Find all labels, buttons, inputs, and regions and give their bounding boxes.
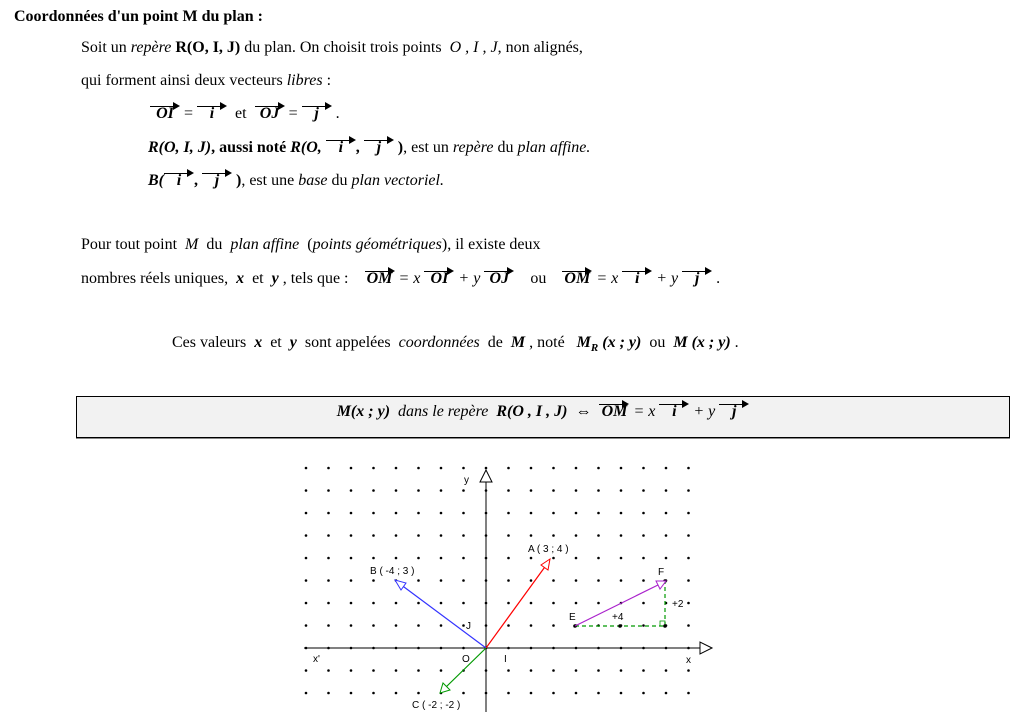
grid-dot bbox=[530, 467, 533, 470]
grid-dot bbox=[575, 669, 578, 672]
grid-dot bbox=[462, 534, 465, 537]
text-bold: B( bbox=[148, 172, 164, 189]
grid-dot bbox=[552, 602, 555, 605]
vector-oi: OI bbox=[150, 105, 180, 123]
text: ) bbox=[236, 172, 242, 189]
grid-dot bbox=[372, 624, 375, 627]
grid-dot bbox=[372, 489, 375, 492]
grid-dot bbox=[687, 624, 690, 627]
grid-dot bbox=[665, 534, 668, 537]
grid-dot bbox=[665, 692, 668, 695]
grid-dot bbox=[417, 534, 420, 537]
grid-dot bbox=[530, 669, 533, 672]
grid-dot bbox=[575, 692, 578, 695]
grid-dot bbox=[395, 467, 398, 470]
grid-dot bbox=[440, 512, 443, 515]
grid-dot bbox=[552, 489, 555, 492]
label-axis-y: y bbox=[464, 475, 469, 486]
vector-j: j bbox=[364, 139, 394, 157]
text: = x bbox=[398, 270, 421, 287]
grid-dot bbox=[305, 512, 308, 515]
grid-dot bbox=[372, 602, 375, 605]
text: + y bbox=[656, 270, 679, 287]
grid-dot bbox=[417, 669, 420, 672]
grid-dot bbox=[417, 489, 420, 492]
vector-oj: OJ bbox=[255, 105, 285, 123]
equals-sign: = bbox=[288, 105, 298, 122]
grid-dot bbox=[462, 624, 465, 627]
point-m: M bbox=[510, 334, 526, 351]
grid-dot bbox=[687, 489, 690, 492]
grid-dot bbox=[530, 557, 533, 560]
label-point-b: B ( -4 ; 3 ) bbox=[370, 566, 415, 577]
page-title: Coordonnées d'un point M du plan : bbox=[14, 8, 263, 25]
grid-dot bbox=[327, 692, 330, 695]
var-y: y bbox=[289, 334, 297, 351]
grid-dot bbox=[597, 512, 600, 515]
grid-dot bbox=[642, 669, 645, 672]
label-point-a: A ( 3 ; 4 ) bbox=[528, 544, 569, 555]
grid-dot bbox=[642, 579, 645, 582]
grid-dot bbox=[350, 557, 353, 560]
vector-j: j bbox=[682, 270, 712, 288]
vector-oj: OJ bbox=[484, 270, 514, 288]
text: , aussi noté bbox=[211, 139, 287, 156]
grid-dot bbox=[327, 602, 330, 605]
vector-ob bbox=[400, 584, 486, 648]
grid-dot bbox=[327, 669, 330, 672]
text: , est une bbox=[241, 172, 295, 189]
vector-om: OM bbox=[599, 403, 629, 421]
grid-dot bbox=[552, 512, 555, 515]
grid-dot bbox=[462, 467, 465, 470]
grid-dot bbox=[642, 467, 645, 470]
grid-dot bbox=[687, 534, 690, 537]
grid-dot bbox=[530, 692, 533, 695]
text: du bbox=[206, 236, 223, 253]
grid-dot bbox=[507, 512, 510, 515]
text: de bbox=[487, 334, 503, 351]
vector-j: j bbox=[202, 172, 232, 190]
text: Soit un bbox=[81, 39, 127, 56]
vector-ob-arrow-icon bbox=[395, 580, 406, 590]
label-unit-j: J bbox=[466, 621, 471, 632]
grid-dot bbox=[305, 624, 308, 627]
grid-dot bbox=[597, 669, 600, 672]
grid-dot bbox=[395, 512, 398, 515]
grid-dot bbox=[530, 534, 533, 537]
text: . bbox=[716, 270, 721, 287]
y-axis-arrow-icon bbox=[480, 470, 492, 482]
grid-dot bbox=[530, 602, 533, 605]
grid-dot bbox=[552, 579, 555, 582]
grid-dot bbox=[642, 512, 645, 515]
equals-sign: = bbox=[184, 105, 194, 122]
grid-dot bbox=[305, 534, 308, 537]
grid-dot bbox=[350, 692, 353, 695]
grid-dot bbox=[350, 489, 353, 492]
grid-dot bbox=[417, 467, 420, 470]
label-unit-i: I bbox=[504, 654, 507, 665]
grid-dot bbox=[687, 602, 690, 605]
grid-dot bbox=[417, 692, 420, 695]
grid-dot bbox=[642, 534, 645, 537]
grid-dot bbox=[372, 557, 375, 560]
grid-dot bbox=[642, 624, 645, 627]
grid-dot bbox=[687, 467, 690, 470]
paragraph-repere bbox=[81, 39, 583, 57]
grid-dot bbox=[462, 512, 465, 515]
grid-dot bbox=[575, 602, 578, 605]
subscript-r: R bbox=[590, 342, 599, 355]
grid-dot bbox=[305, 692, 308, 695]
text: et bbox=[235, 105, 247, 122]
text-italic: coordonnées bbox=[398, 334, 480, 351]
grid-dot bbox=[552, 557, 555, 560]
grid-dot bbox=[507, 489, 510, 492]
grid-dot bbox=[395, 669, 398, 672]
grid-dot bbox=[350, 579, 353, 582]
grid-dot bbox=[327, 557, 330, 560]
grid-dot bbox=[372, 579, 375, 582]
grid-dot bbox=[372, 692, 375, 695]
grid-dot bbox=[642, 489, 645, 492]
grid-dot bbox=[350, 669, 353, 672]
grid-dot bbox=[440, 534, 443, 537]
grid-dot bbox=[462, 489, 465, 492]
text: du plan. On choisit trois points bbox=[244, 39, 442, 56]
grid-dot bbox=[417, 557, 420, 560]
vector-i: i bbox=[659, 403, 689, 421]
text-bold: R(O, I, J) bbox=[148, 139, 212, 156]
grid-dot bbox=[552, 534, 555, 537]
text-italic: libres bbox=[286, 72, 323, 89]
vector-om: OM bbox=[562, 270, 592, 288]
vector-definitions bbox=[150, 105, 340, 123]
grid-dot bbox=[327, 624, 330, 627]
grid-dot bbox=[462, 579, 465, 582]
vector-oi: OI bbox=[424, 270, 454, 288]
var-x: x bbox=[254, 334, 263, 351]
summary-box bbox=[76, 396, 1010, 438]
text: du bbox=[497, 139, 514, 156]
var-x: x bbox=[236, 270, 245, 287]
vector-oa bbox=[486, 564, 547, 648]
vector-om: OM bbox=[365, 270, 395, 288]
grid-dot bbox=[597, 692, 600, 695]
grid-dot bbox=[462, 692, 465, 695]
grid-dot bbox=[417, 624, 420, 627]
grid-dot bbox=[687, 669, 690, 672]
grid-dot bbox=[417, 579, 420, 582]
grid-dot bbox=[440, 579, 443, 582]
grid-dot bbox=[597, 579, 600, 582]
grid-dot bbox=[305, 602, 308, 605]
grid-dot bbox=[665, 557, 668, 560]
label-point-f: F bbox=[658, 567, 665, 578]
grid-dot bbox=[350, 534, 353, 537]
grid-dot bbox=[642, 602, 645, 605]
grid-dot bbox=[530, 489, 533, 492]
label-axis-xprime: x' bbox=[313, 654, 320, 665]
text: ou bbox=[530, 270, 547, 287]
grid-dot bbox=[440, 467, 443, 470]
grid-dot bbox=[395, 624, 398, 627]
grid-dot bbox=[575, 512, 578, 515]
grid-dot bbox=[327, 467, 330, 470]
grid-dot bbox=[597, 467, 600, 470]
grid-dot bbox=[552, 467, 555, 470]
grid-dot bbox=[597, 602, 600, 605]
grid-dot bbox=[507, 692, 510, 695]
paragraph-repere-affine bbox=[148, 139, 590, 157]
mid-dot bbox=[618, 624, 622, 628]
grid-dot bbox=[620, 489, 623, 492]
text: qui forment ainsi deux vecteurs bbox=[81, 72, 283, 89]
grid-dot bbox=[620, 669, 623, 672]
grid-dot bbox=[372, 467, 375, 470]
label-axis-x: x bbox=[686, 655, 691, 666]
coords: M(x ; y) bbox=[336, 403, 391, 420]
grid-dot bbox=[597, 489, 600, 492]
label-step-y: +2 bbox=[672, 599, 684, 610]
grid-dot bbox=[305, 467, 308, 470]
text: et bbox=[252, 270, 264, 287]
vector-i: i bbox=[197, 105, 227, 123]
paragraph-base bbox=[148, 172, 444, 190]
grid-dot bbox=[440, 557, 443, 560]
equivalence-symbol: ⇔ bbox=[575, 403, 592, 420]
vector-i: i bbox=[622, 270, 652, 288]
grid-dot bbox=[350, 467, 353, 470]
grid-dot bbox=[687, 557, 690, 560]
paragraph-coordonnees bbox=[172, 334, 739, 354]
grid-dot bbox=[305, 669, 308, 672]
text-italic: dans le repère bbox=[398, 403, 489, 420]
grid-dot bbox=[597, 557, 600, 560]
text: sont appelées bbox=[304, 334, 391, 351]
vector-oa-arrow-icon bbox=[541, 559, 550, 570]
grid-dot bbox=[440, 489, 443, 492]
grid-dots bbox=[305, 467, 690, 695]
point-m: M bbox=[185, 236, 199, 253]
text-italic: plan affine. bbox=[517, 139, 591, 156]
grid-dot bbox=[507, 534, 510, 537]
grid-dot bbox=[305, 489, 308, 492]
text-italic: plan vectoriel. bbox=[351, 172, 444, 189]
text: Pour tout point bbox=[81, 236, 178, 253]
vector-i: i bbox=[326, 139, 356, 157]
label-point-c: C ( -2 ; -2 ) bbox=[412, 700, 461, 711]
grid-dot bbox=[665, 467, 668, 470]
grid-dot bbox=[395, 692, 398, 695]
grid-dot bbox=[327, 489, 330, 492]
comma: , bbox=[355, 139, 360, 156]
grid-dot bbox=[552, 692, 555, 695]
grid-dot bbox=[530, 579, 533, 582]
grid-dot bbox=[552, 624, 555, 627]
text: Ces valeurs bbox=[172, 334, 247, 351]
text-italic: points géométriques bbox=[312, 236, 442, 253]
text: du bbox=[331, 172, 348, 189]
grid-dot bbox=[530, 512, 533, 515]
grid-dot bbox=[350, 624, 353, 627]
text: ou bbox=[649, 334, 666, 351]
text: , est un bbox=[403, 139, 449, 156]
coordinate-figure bbox=[290, 460, 730, 713]
grid-dot bbox=[462, 602, 465, 605]
text: ), il existe deux bbox=[441, 236, 541, 253]
grid-dot bbox=[620, 534, 623, 537]
vector-i: i bbox=[164, 172, 194, 190]
grid-dot bbox=[462, 557, 465, 560]
text: . bbox=[734, 334, 739, 351]
grid-dot bbox=[665, 512, 668, 515]
text-bold: R(O, bbox=[290, 139, 322, 156]
grid-dot bbox=[395, 489, 398, 492]
grid-dot bbox=[507, 624, 510, 627]
grid-dot bbox=[372, 534, 375, 537]
grid-dot bbox=[327, 512, 330, 515]
points-oij: O , I , J bbox=[449, 39, 498, 56]
summary-formula bbox=[77, 403, 1009, 421]
grid-dot bbox=[440, 602, 443, 605]
text: , non alignés, bbox=[497, 39, 583, 56]
formula-om bbox=[81, 270, 720, 288]
grid-dot bbox=[507, 579, 510, 582]
x-axis-arrow-icon bbox=[700, 642, 712, 654]
grid-dot bbox=[327, 534, 330, 537]
grid-dot bbox=[687, 692, 690, 695]
var-y: y bbox=[271, 270, 279, 287]
grid-dot bbox=[350, 512, 353, 515]
grid-dot bbox=[642, 692, 645, 695]
grid-dot bbox=[665, 489, 668, 492]
point-m: M bbox=[576, 334, 591, 351]
text: : bbox=[326, 72, 332, 89]
text: et bbox=[270, 334, 282, 351]
grid-dot bbox=[665, 669, 668, 672]
grid-dot bbox=[507, 467, 510, 470]
text-italic: repère bbox=[130, 39, 172, 56]
grid-dot bbox=[575, 557, 578, 560]
grid-dot bbox=[620, 557, 623, 560]
grid-dot bbox=[305, 557, 308, 560]
text: , tels que : bbox=[282, 270, 349, 287]
grid-dot bbox=[417, 602, 420, 605]
corner-dot bbox=[663, 624, 667, 628]
grid-dot bbox=[305, 579, 308, 582]
grid-dot bbox=[620, 512, 623, 515]
grid-dot bbox=[395, 534, 398, 537]
grid-dot bbox=[642, 557, 645, 560]
grid-dot bbox=[530, 624, 533, 627]
text: , noté bbox=[529, 334, 565, 351]
text-italic: plan affine bbox=[230, 236, 300, 253]
text: = x bbox=[633, 403, 656, 420]
grid-dot bbox=[507, 557, 510, 560]
repere: R(O , I , J) bbox=[496, 403, 568, 420]
vector-j: j bbox=[719, 403, 749, 421]
grid-dot bbox=[575, 579, 578, 582]
label-origin: O bbox=[462, 654, 470, 665]
grid-dot bbox=[552, 669, 555, 672]
grid-dot bbox=[440, 624, 443, 627]
text: = x bbox=[596, 270, 619, 287]
paragraph-point-m bbox=[81, 236, 541, 254]
vector-j: j bbox=[302, 105, 332, 123]
grid-dot bbox=[372, 512, 375, 515]
text: ( bbox=[307, 236, 313, 253]
grid-dot bbox=[440, 669, 443, 672]
grid-dot bbox=[620, 692, 623, 695]
text: + y bbox=[693, 403, 716, 420]
text-bold: R(O, I, J) bbox=[175, 39, 241, 56]
grid-dot bbox=[687, 512, 690, 515]
text: . bbox=[335, 105, 340, 122]
grid-dot bbox=[597, 534, 600, 537]
text-italic: base bbox=[298, 172, 328, 189]
text: + y bbox=[458, 270, 481, 287]
grid-dot bbox=[620, 579, 623, 582]
grid-dot bbox=[620, 467, 623, 470]
text-italic: repère bbox=[452, 139, 494, 156]
grid-dot bbox=[507, 669, 510, 672]
grid-dot bbox=[575, 467, 578, 470]
comma: , bbox=[194, 172, 198, 189]
grid-dot bbox=[575, 534, 578, 537]
grid-dot bbox=[417, 512, 420, 515]
grid-dot bbox=[327, 579, 330, 582]
grid-dot bbox=[507, 602, 510, 605]
label-point-e: E bbox=[569, 612, 576, 623]
label-step-x: +4 bbox=[612, 612, 624, 623]
coords: M (x ; y) bbox=[673, 334, 731, 351]
grid-dot bbox=[575, 489, 578, 492]
grid-dot bbox=[395, 602, 398, 605]
grid-dot bbox=[395, 557, 398, 560]
text: nombres réels uniques, bbox=[81, 270, 229, 287]
grid-dot bbox=[687, 579, 690, 582]
grid-dot bbox=[372, 669, 375, 672]
text: ) bbox=[397, 139, 404, 156]
paragraph-vecteurs-libres bbox=[81, 72, 331, 90]
coords: (x ; y) bbox=[602, 334, 642, 351]
grid-dot bbox=[350, 602, 353, 605]
